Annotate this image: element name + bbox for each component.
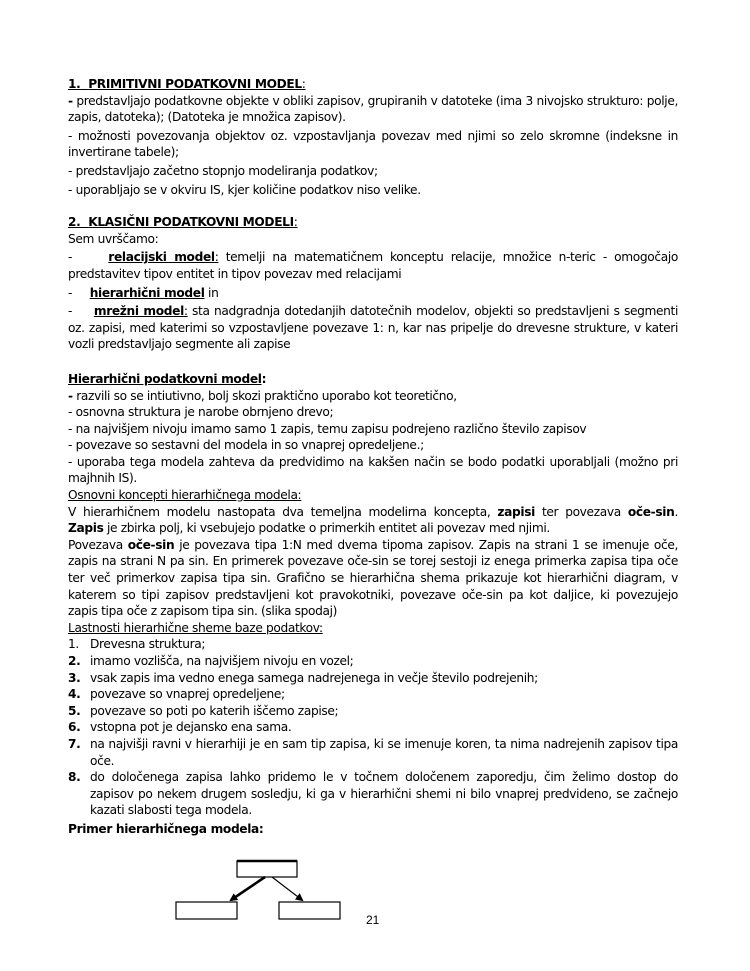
section1-item: - predstavljajo začetno stopnjo modeliranja podatkov; xyxy=(68,163,378,178)
arrow-to-left-child xyxy=(231,877,265,900)
section2-intro: Sem uvrščamo: xyxy=(68,231,159,246)
properties-list xyxy=(68,636,678,819)
section3-item: - na najvišjem nivoju imamo samo 1 zapis, temu zapisu podrejeno različno število zapisov xyxy=(68,421,587,436)
relationship-paragraph: Povezava oče-sin je povezava tipa 1:N med dvema tipoma zapisov. Zapis na strani 1 se imenuje oče, zapis na strani N pa sin. En primerek povezave oče-sin se torej sestoji iz enega primerka zapisa tipa oče ter več primerkov zapisa tipa sin. Grafično se hierarhična shema prikazuje kot hierarhični diagram, v katerem so tipi zapisov predstavljeni kot pravokotniki, povezave oče-sin pa kot daljice, ki povezujejo zapis tipa oče z zapisom tipa sin. (slika spodaj) xyxy=(68,537,679,619)
left-child-record-box xyxy=(176,902,237,919)
property-item: 6. vstopna pot je dejansko ena sama. xyxy=(68,720,292,735)
model-item-mrezni: - mrežni model: sta nadgradnja dotedanjih datotečnih modelov, objekti so predstavljeni s segmenti oz. zapisi, med katerimi so vzpostavljene povezave 1: n, kar nas pripelje do drevesne strukture, v kateri vozli predstavljajo segmente ali zapise xyxy=(68,304,678,352)
model-item-hierarhicni: - hierarhični model in xyxy=(68,285,219,300)
section1-item: - predstavljajo podatkovne objekte v obliki zapisov, grupiranih v datoteke (ima 3 nivojsko strukturo: polje, zapis, datoteka); (Datoteka je množica zapisov). xyxy=(68,93,679,125)
document-page xyxy=(68,76,678,838)
property-item: 7. na najvišji ravni v hierarhiji je en sam tip zapisa, ki se imenuje koren, ta nima nadrejenih zapisov tipa oče. xyxy=(68,736,678,768)
section1-item: - uporabljajo se v okviru IS, kjer količine podatkov niso velike. xyxy=(68,182,421,197)
section1-heading: 1. PRIMITIVNI PODATKOVNI MODEL: xyxy=(68,77,306,91)
section2-heading: 2. KLASIČNI PODATKOVNI MODELI: xyxy=(68,215,298,230)
property-item: 3. vsak zapis ima vedno enega samega nadrejenega in večje število podrejenih; xyxy=(68,670,538,685)
page-number: 21 xyxy=(366,913,380,927)
section3-item: - osnovna struktura je narobe obrnjeno drevo; xyxy=(68,405,334,420)
section3-item: - razvili so se intiutivno, bolj skozi praktično uporabo kot teoretično, xyxy=(68,388,457,403)
section1-item: - možnosti povezovanja objektov oz. vzpostavljanja povezav med njimi so zelo skromne (indeksne in invertirane tabele); xyxy=(68,128,678,160)
property-item: 8. do določenega zapisa lahko pridemo le v točnem določenem zaporedju, čim želimo dostop do zapisov po nekem drugem sosledju, ki ga v hierarhični shemi ni bilo vnaprej predvideno, se začnejo kazati slabosti tega modela. xyxy=(68,770,678,818)
property-item: 1. Drevesna struktura; xyxy=(68,637,206,652)
property-item: 5. povezave so poti po katerih iščemo zapise; xyxy=(68,703,339,718)
parent-record-box xyxy=(237,861,297,877)
concepts-heading: Osnovni koncepti hierarhičnega modela: xyxy=(68,488,302,503)
section3-item: - uporaba tega modela zahteva da predvidimo na kakšen način se bodo podatki uporabljali (možno pri majhnih IS). xyxy=(68,454,678,486)
property-item: 4. povezave so vnaprej opredeljene; xyxy=(68,687,285,702)
section3-heading: Hierarhični podatkovni model: xyxy=(68,371,267,386)
model-item-relacijski: - relacijski model: temelji na matematičnem konceptu relacije, množice n-teric - omogočajo predstavitev tipov entitet in tipov povezav med relacijami xyxy=(68,250,678,281)
concepts-paragraph: V hierarhičnem modelu nastopata dva temeljna modelirna koncepta, zapisi ter povezava oče-sin. Zapis je zbirka polj, ki vsebujejo podatke o primerkih entitet ali povezav med njimi. xyxy=(68,504,678,536)
section3-item: - povezave so sestavni del modela in so vnaprej opredeljene.; xyxy=(68,438,424,453)
hierarchy-diagram xyxy=(170,855,350,925)
arrow-to-right-child xyxy=(272,877,302,900)
property-item: 2. imamo vozlišča, na najvišjem nivoju en vozel; xyxy=(68,654,354,668)
properties-heading: Lastnosti hierarhične sheme baze podatkov: xyxy=(68,620,323,635)
example-heading: Primer hierarhičnega modela: xyxy=(68,821,264,836)
right-child-record-box xyxy=(279,902,340,919)
